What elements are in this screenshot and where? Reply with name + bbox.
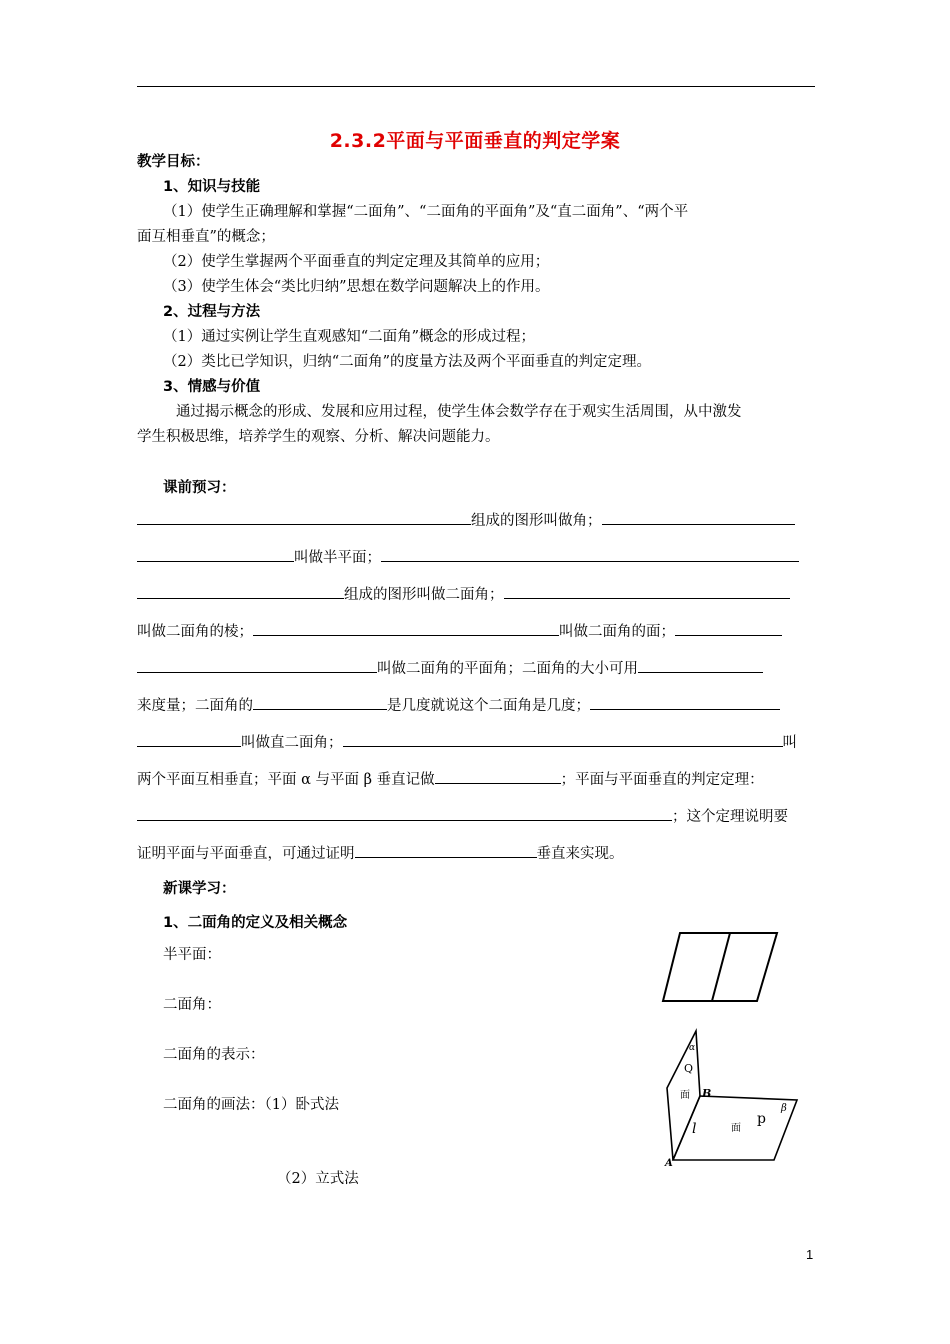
objective-1-3: （3）使学生体会“类比归纳”思想在数学问题解决上的作用。 [163,279,550,295]
preview-heading: 课前预习： [163,480,236,496]
objective-3-line1: 通过揭示概念的形成、发展和应用过程，使学生体会数学存在于观实生活周围，从中激发 [176,404,742,420]
preview-line-3: 组成的图形叫做二面角； [137,584,790,605]
fill-blank[interactable] [355,843,537,858]
objective-1-1-line1: （1）使学生正确理解和掌握“二面角”、“二面角的平面角”及“直二面角”、“两个平 [163,204,689,220]
a-label: A [665,1158,673,1169]
preview-line-5: 叫做二面角的平面角；二面角的大小可用 [137,658,763,679]
preview-line-4: 叫做二面角的棱； 叫做二面角的面； [137,621,782,642]
half-planes-figure [660,928,782,1006]
preview-line-6: 来度量；二面角的 是几度就说这个二面角是几度； [137,695,780,716]
fill-blank[interactable] [675,621,782,636]
process-method-heading: 2、过程与方法 [163,304,261,320]
right-face-label: 面 [731,1123,741,1134]
fill-blank[interactable] [137,510,471,525]
fill-blank[interactable] [137,732,241,747]
fill-blank[interactable] [137,547,294,562]
objectives-heading: 教学目标： [137,154,210,170]
fill-blank[interactable] [253,695,387,710]
objective-2-1: （1）通过实例让学生直观感知“二面角”概念的形成过程； [163,329,536,345]
fill-blank[interactable] [253,621,559,636]
new-lesson-heading: 新课学习： [163,881,236,897]
drawing-method-label: 二面角的画法：（1）卧式法 [163,1097,339,1113]
fill-blank[interactable] [504,584,790,599]
fill-blank[interactable] [137,584,344,599]
preview-line-7: 叫做直二面角； 叫 [137,732,797,753]
fill-blank[interactable] [638,658,763,673]
fill-blank[interactable] [590,695,780,710]
fill-blank[interactable] [343,732,783,747]
left-face-label: 面 [680,1090,690,1101]
definition-subheading: 1、二面角的定义及相关概念 [163,915,348,931]
knowledge-skills-heading: 1、知识与技能 [163,179,261,195]
beta-label: β [781,1103,787,1114]
page-number: 1 [806,1247,814,1262]
preview-line-2: 叫做半平面； [137,547,799,568]
objective-2-2: （2）类比已学知识，归纳“二面角”的度量方法及两个平面垂直的判定定理。 [163,354,652,370]
preview-line-10: 证明平面与平面垂直，可通过证明 垂直来实现。 [137,843,624,864]
preview-line-9: ；这个定理说明要 [137,806,788,827]
objective-1-2: （2）使学生掌握两个平面垂直的判定定理及其简单的应用； [163,254,550,270]
p-label: p [757,1111,766,1127]
q-label: Q [684,1062,694,1075]
fill-blank[interactable] [137,806,672,821]
fill-blank[interactable] [381,547,799,562]
dihedral-angle-label: 二面角： [163,997,221,1013]
objective-3-line2: 学生积极思维，培养学生的观察、分析、解决问题能力。 [137,429,500,445]
preview-line-1: 组成的图形叫做角； [137,510,795,531]
l-label: l [692,1121,697,1137]
half-plane-label: 半平面： [163,947,221,963]
page-title: 2.3.2平面与平面垂直的判定学案 [329,130,621,152]
standing-method-label: （2）立式法 [277,1171,359,1187]
dihedral-angle-figure [662,1028,804,1170]
preview-line-8: 两个平面互相垂直；平面 α 与平面 β 垂直记做 ；平面与平面垂直的判定定理： [137,769,764,790]
fill-blank[interactable] [137,658,377,673]
objective-1-1-line2: 面互相垂直”的概念； [137,229,275,245]
alpha-label: α [689,1043,696,1053]
fill-blank[interactable] [602,510,795,525]
edge-line [712,933,730,1001]
emotion-value-heading: 3、情感与价值 [163,379,261,395]
b-label: B [702,1087,712,1100]
fill-blank[interactable] [435,769,561,784]
dihedral-notation-label: 二面角的表示： [163,1047,265,1063]
header-rule [137,86,815,87]
